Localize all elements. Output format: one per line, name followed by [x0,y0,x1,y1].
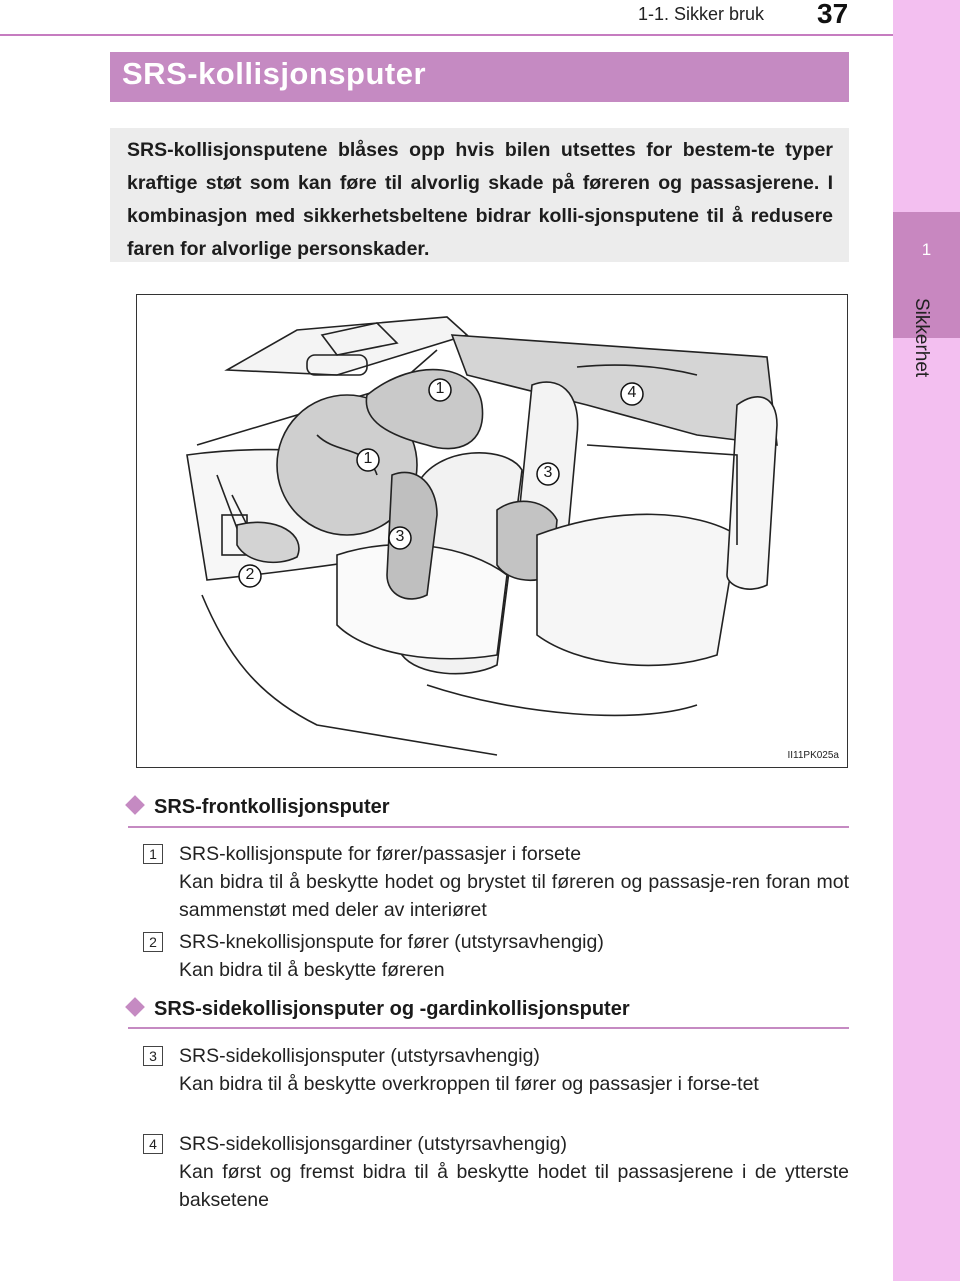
item-description: Kan først og fremst bidra til å beskytte hodet til passasjerene i de ytterste baksetene [179,1161,849,1211]
item-title: SRS-knekollisjonspute for fører (utstyrsavhengig) [179,931,604,953]
section-banner [110,52,849,102]
callout-label: 2 [245,566,255,583]
item-description: Kan bidra til å beskytte hodet og brystet til føreren og passasje-ren foran mot sammenstøt med deler av interiøret [179,871,849,921]
list-item [143,840,849,924]
chapter-section-title: 1-1. Sikker bruk [638,4,765,24]
subsection-rule [128,1027,849,1029]
subsection-heading-text: SRS-sidekollisjonsputer og -gardinkollisjonsputer [154,998,630,1020]
subsection-heading-side [128,998,630,1021]
section-title: SRS-kollisjonsputer [122,56,427,91]
subsection-heading-front [128,796,390,819]
chapter-number: 1 [921,240,932,259]
intro-box [110,128,849,262]
chapter-side-tab[interactable] [893,0,960,1281]
intro-text: SRS-kollisjonsputene blåses opp hvis bilen utsettes for bestem-te typer kraftige støt som kan føre til alvorlig skade på føreren og passasjerene. I kombinasjon med sikkerhetsbeltene bidrar kolli-sjonsputene til å redusere faren for alvorlige personskader. [127,139,833,260]
page-number: 37 [817,0,849,29]
item-description: Kan bidra til å beskytte føreren [179,959,445,981]
car-interior-drawing [137,295,849,769]
callout-label: 1 [435,380,445,397]
chapter-name: Sikkerhet [911,298,932,378]
callout-label: 4 [627,384,637,401]
item-title: SRS-sidekollisjonsputer (utstyrsavhengig) [179,1045,540,1067]
item-title: SRS-kollisjonspute for fører/passasjer i forsete [179,843,582,865]
diamond-icon [125,795,145,815]
item-number-box: 1 [143,844,163,864]
item-title: SRS-sidekollisjonsgardiner (utstyrsavhengig) [179,1133,568,1155]
item-description: Kan bidra til å beskytte overkroppen til fører og passasjer i forse-tet [179,1073,759,1095]
callout-label: 1 [363,450,373,467]
diamond-icon [125,997,145,1017]
header-rule [0,34,893,36]
subsection-rule [128,826,849,828]
item-number-box: 2 [143,932,163,952]
callout-label: 3 [395,528,405,545]
list-item [143,1042,849,1098]
callout-label: 3 [543,464,553,481]
item-number-box: 3 [143,1046,163,1066]
item-number-box: 4 [143,1134,163,1154]
list-item [143,928,849,984]
subsection-heading-text: SRS-frontkollisjonsputer [154,796,390,818]
figure-code: II11PK025a [787,750,839,761]
list-item [143,1130,849,1214]
airbag-illustration [136,294,848,768]
